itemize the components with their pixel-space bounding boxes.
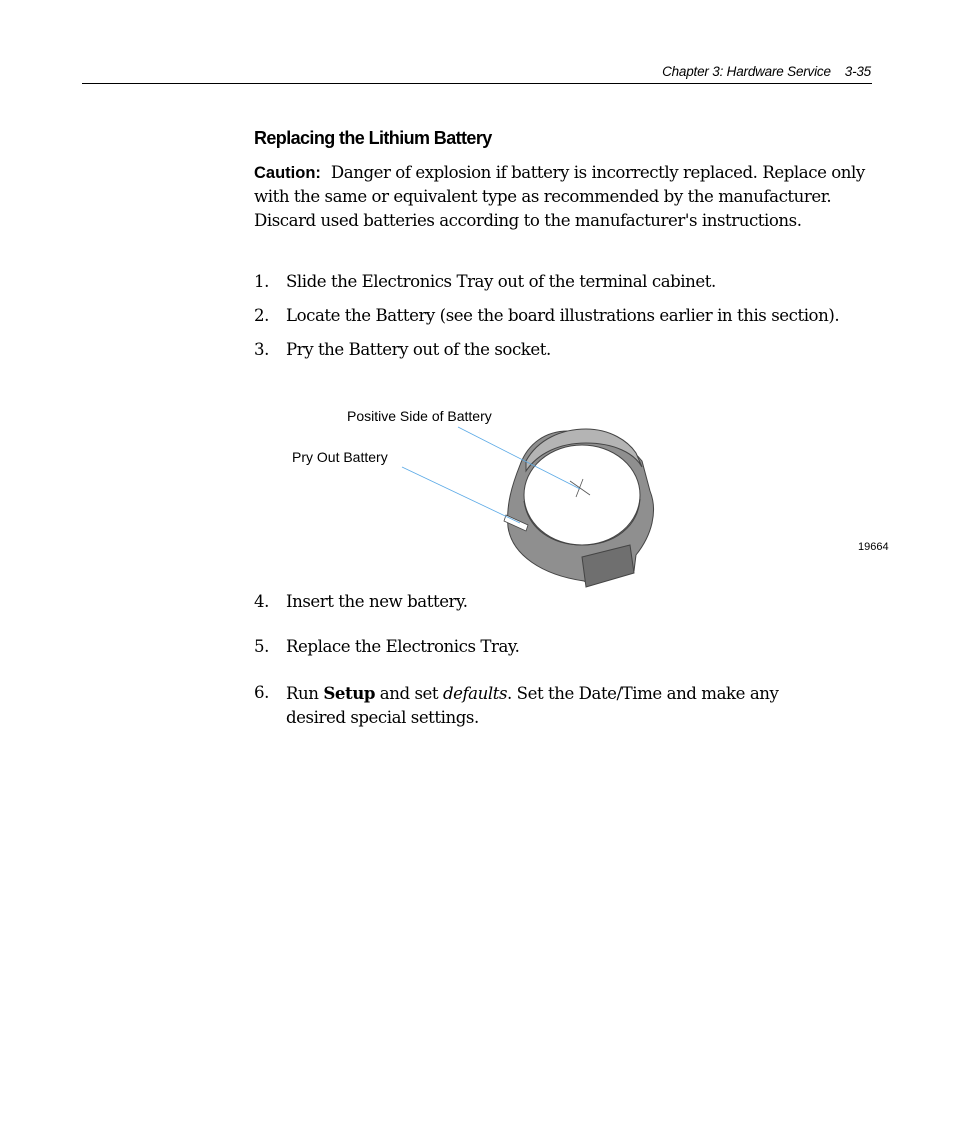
- step-text-run: and set: [374, 684, 443, 703]
- step-1: [254, 270, 874, 294]
- callout-pry-out: Pry Out Battery: [292, 449, 388, 465]
- step-number: 4.: [254, 592, 269, 611]
- step-text: [286, 681, 814, 730]
- section-heading: Replacing the Lithium Battery: [254, 128, 492, 148]
- step-text: Replace the Electronics Tray.: [286, 637, 520, 656]
- chapter-title: Chapter 3: Hardware Service: [662, 64, 831, 79]
- figure-number: 19664: [858, 541, 889, 553]
- step-6: [254, 681, 814, 730]
- step-text: Locate the Battery (see the board illustrations earlier in this section).: [286, 306, 840, 325]
- step-3: [254, 338, 874, 362]
- header-rule: [82, 83, 872, 84]
- step-number: 1.: [254, 272, 269, 291]
- step-text: Slide the Electronics Tray out of the terminal cabinet.: [286, 272, 716, 291]
- step-text: Insert the new battery.: [286, 592, 468, 611]
- page-number: 3-35: [844, 64, 871, 79]
- step-number: 3.: [254, 340, 269, 359]
- battery-figure: [280, 395, 900, 595]
- step-text-run: . Set the Date/Time and make any desired special settings.: [286, 684, 779, 728]
- caution-text: Danger of explosion if battery is incorrectly replaced. Replace only with the same or equivalent type as recommended by the manufacturer. Discard used batteries according to the manufacturer's instructions.: [254, 163, 865, 231]
- step-text-run: Run: [286, 684, 324, 703]
- step-number: 2.: [254, 306, 269, 325]
- defaults-term: defaults: [442, 684, 508, 703]
- callout-positive-side: Positive Side of Battery: [347, 408, 492, 424]
- step-number: 6.: [254, 683, 269, 702]
- battery-face: [524, 445, 640, 545]
- running-header: [0, 64, 871, 79]
- caution-label: Caution:: [254, 164, 321, 182]
- setup-term: Setup: [323, 683, 375, 703]
- step-number: 5.: [254, 637, 269, 656]
- leader-line-pry: [402, 467, 520, 523]
- step-text: Pry the Battery out of the socket.: [286, 340, 551, 359]
- step-4: [254, 590, 874, 614]
- step-2: [254, 304, 874, 328]
- caution-paragraph: [254, 161, 874, 234]
- battery-socket-illustration: [280, 395, 900, 595]
- step-5: [254, 635, 874, 659]
